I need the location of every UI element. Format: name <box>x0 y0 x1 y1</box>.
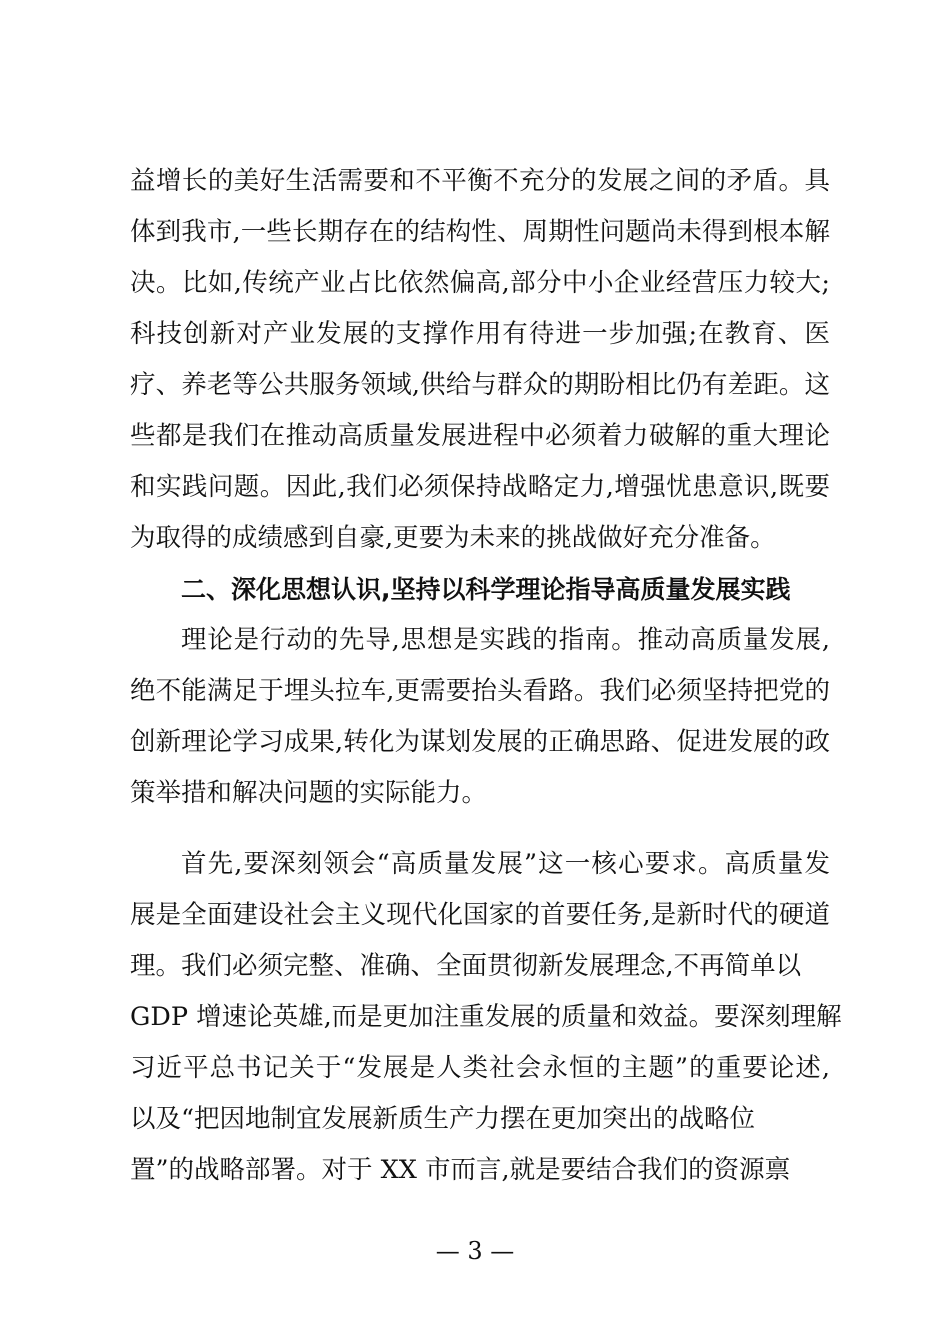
page-number: — 3 — <box>435 1237 515 1265</box>
body-text <box>130 156 842 1196</box>
paragraph-1-line-5: 疗、养老等公共服务领域,供给与群众的期盼相比仍有差距。这 <box>130 370 830 400</box>
paragraph-3-line-4: GDP 增速论英雄,而是更加注重发展的质量和效益。要深刻理解 <box>130 1002 842 1032</box>
paragraph-1-line-2: 体到我市,一些长期存在的结构性、周期性问题尚未得到根本解 <box>130 217 830 247</box>
paragraph-2-line-2: 绝不能满足于埋头拉车,更需要抬头看路。我们必须坚持把党的 <box>130 676 830 706</box>
paragraph-3-line-5: 习近平总书记关于“发展是人类社会永恒的主题”的重要论述, <box>130 1053 830 1083</box>
section-heading-2: 二、深化思想认识,坚持以科学理论指导高质量发展实践 <box>181 575 791 604</box>
paragraph-2-line-3: 创新理论学习成果,转化为谋划发展的正确思路、促进发展的政 <box>130 727 830 757</box>
paragraph-3-line-2: 展是全面建设社会主义现代化国家的首要任务,是新时代的硬道 <box>130 900 830 930</box>
paragraph-3-line-1: 首先,要深刻领会“高质量发展”这一核心要求。高质量发 <box>181 849 830 879</box>
paragraph-3-line-7: 置”的战略部署。对于 XX 市而言,就是要结合我们的资源禀 <box>130 1155 791 1185</box>
paragraph-3-line-6: 以及“把因地制宜发展新质生产力摆在更加突出的战略位 <box>130 1104 756 1134</box>
paragraph-1-line-1: 益增长的美好生活需要和不平衡不充分的发展之间的矛盾。具 <box>130 166 830 196</box>
paragraph-2-line-1: 理论是行动的先导,思想是实践的指南。推动高质量发展, <box>181 625 830 655</box>
paragraph-3-line-3: 理。我们必须完整、准确、全面贯彻新发展理念,不再简单以 <box>130 951 802 981</box>
paragraph-1-line-6: 些都是我们在推动高质量发展进程中必须着力破解的重大理论 <box>130 421 830 451</box>
paragraph-1-line-8: 为取得的成绩感到自豪,更要为未来的挑战做好充分准备。 <box>130 523 776 553</box>
paragraph-1-line-7: 和实践问题。因此,我们必须保持战略定力,增强忧患意识,既要 <box>130 472 830 502</box>
paragraph-1-line-4: 科技创新对产业发展的支撑作用有待进一步加强;在教育、医 <box>130 319 830 349</box>
paragraph-gap <box>130 819 830 839</box>
paragraph-1-line-3: 决。比如,传统产业占比依然偏高,部分中小企业经营压力较大; <box>130 268 830 298</box>
paragraph-2-line-4: 策举措和解决问题的实际能力。 <box>130 778 488 808</box>
